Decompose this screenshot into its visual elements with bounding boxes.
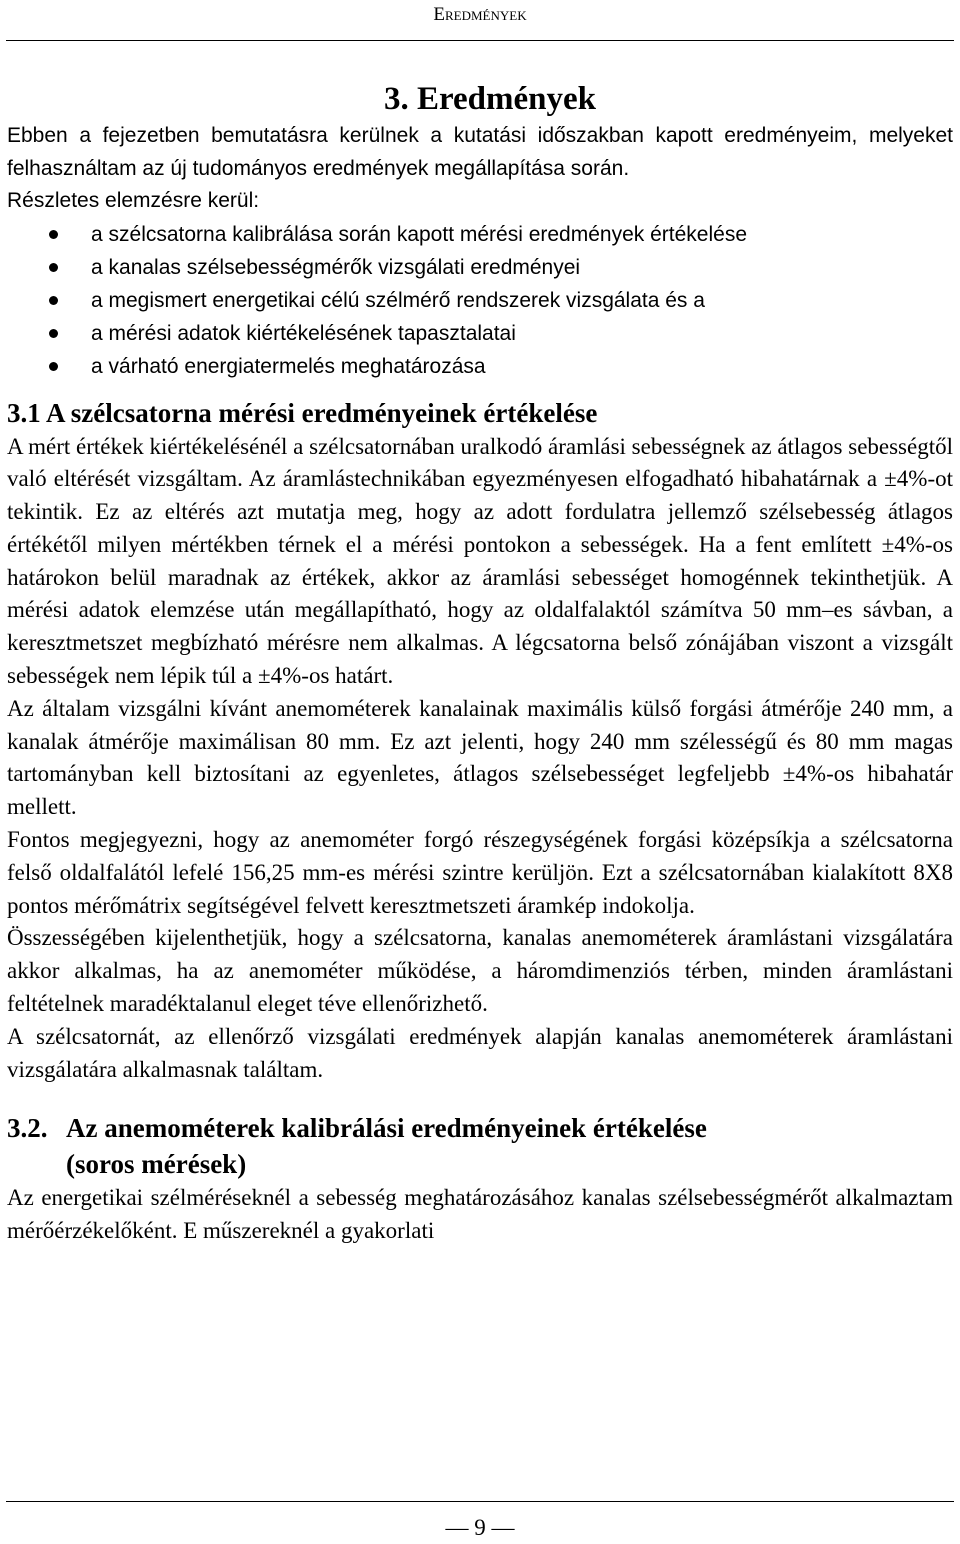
list-item: a várható energiatermelés meghatározása [7,350,953,383]
details-intro: Részletes elemzésre kerül: [7,189,260,212]
topic-list [7,218,953,383]
section-3-2-title-line2: (soros mérések) [66,1149,247,1180]
page-number: — 9 — [445,1515,515,1540]
section-3-2-heading [7,1110,953,1182]
list-item: a szélcsatorna kalibrálása során kapott mérési eredmények értékelése [7,218,953,251]
section-3-1-paragraph-3: Fontos megjegyezni, hogy az anemométer forgó részegységének forgási középsíkja a szélcsatorna felső oldalfalától lefelé 156,25 mm-es mérési szintre kerüljön. Ezt a szélcsatornában kialakított 8X8 pontos mérőmátrix segítségével felvett keresztmetszeti áramkép indokolja. [7,827,953,918]
bullet-icon [49,263,58,272]
list-item: a kanalas szélsebességmérők vizsgálati eredményei [7,251,953,284]
bullet-icon [49,362,58,371]
running-head: Eredmények [433,4,527,25]
section-3-1-paragraph-4: Összességében kijelenthetjük, hogy a szélcsatorna, kanalas anemométerek áramlástani vizsgálatára akkor alkalmas, ha az anemométer működése, a háromdimenziós térben, minden áramlástani feltételnek maradéktalanul eleget téve ellenőrizhető. [7,925,953,1017]
section-3-2-title-line1: Az anemométerek kalibrálási eredményeinek értékelése [66,1113,707,1144]
section-3-1-paragraph-5: A szélcsatornát, az ellenőrző vizsgálati eredmények alapján kanalas anemométerek áramlástani vizsgálatára alkalmasnak találtam. [7,1023,953,1082]
header-rule [6,40,954,41]
section-3-2-number: 3.2. [7,1113,48,1144]
section-3-2-title [66,1110,707,1182]
chapter-title: 3. Eredmények [383,81,597,117]
section-3-1-heading: 3.1 A szélcsatorna mérési eredményeinek értékelése [7,397,598,428]
bullet-icon [49,296,58,305]
bullet-icon [49,329,58,338]
bullet-icon [49,230,58,239]
list-item: a mérési adatok kiértékelésének tapasztalatai [7,317,953,350]
intro-block [7,120,953,218]
page-content [7,78,953,1248]
intro-paragraph: Ebben a fejezetben bemutatásra kerülnek a kutatási időszakban kapott eredményeim, melyeket felhasználtam az új tudományos eredmények megállapítása során. [7,124,953,180]
footer-rule [6,1501,954,1502]
section-3-2-paragraph: Az energetikai szélméréseknél a sebesség meghatározásához kanalas szélsebességmérőt alkalmaztam mérőérzékelőként. E műszereknél a gyakorlati [7,1185,953,1244]
section-3-1-paragraph-1: A mért értékek kiértékelésénél a szélcsatornában uralkodó áramlási sebességnek az átlagos sebességtől való eltérését vizsgáltam. Az áramlástechnikában egyezményesen elfogadható hibahatárnak a ±4%-ot tekintik. Ez az eltérés azt mutatja meg, hogy az adott fordulatra jellemző szélsebesség átlagos értékétől milyen mértékben térnek el a mérési pontokon a sebességek. Ha a fent említett ±4%-os határokon belül maradnak az értékek, akkor az áramlási sebességet homogénnek tekinthetjük. A mérési adatok elemzése után megállapítható, hogy az oldalfalaktól számítva 50 mm–es sávban, a keresztmetszet megbízható mérésre nem alkalmas. A légcsatorna belső zónájában viszont a vizsgált sebességek nem lépik túl a ±4%-os határt. [7,433,953,689]
section-3-1-paragraph-2: Az általam vizsgálni kívánt anemométerek kanalainak maximális külső forgási átmérője 240 mm, a kanalak átmérője maximálisan 80 mm. Ez azt jelenti, hogy 240 mm szélességű és 80 mm magas tartományban kell biztosítani az egyenletes, átlagos szélsebességet legfeljebb ±4%-os hibahatár mellett. [7,695,953,820]
list-item: a megismert energetikai célú szélmérő rendszerek vizsgálata és a [7,284,953,317]
